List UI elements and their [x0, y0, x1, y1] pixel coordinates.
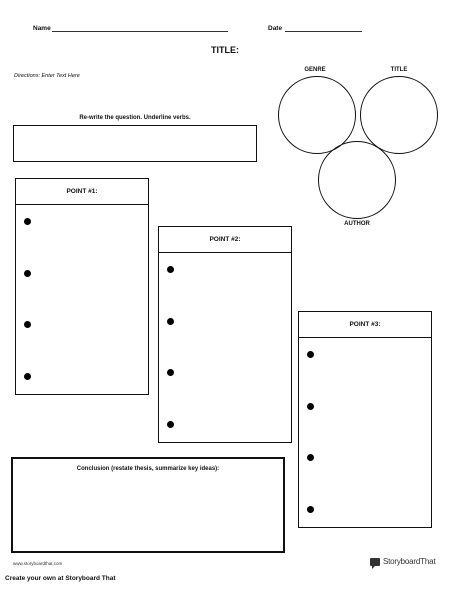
point-3-box[interactable] [298, 311, 432, 528]
question-box[interactable] [13, 125, 257, 162]
bullet [307, 403, 314, 410]
bullet [167, 318, 174, 325]
point-2-header: POINT #2: [159, 227, 291, 253]
point-2-box[interactable] [158, 226, 292, 443]
question-instruction: Re-write the question. Underline verbs. [79, 115, 191, 121]
create-your-own-link[interactable]: Create your own at Storyboard That [5, 575, 116, 582]
venn-genre-label: GENRE [304, 67, 326, 73]
storyboard-logo-icon [370, 558, 380, 566]
logo-text: StoryboardThat [383, 557, 436, 566]
conclusion-label: Conclusion (restate thesis, summarize key ideas): [76, 466, 220, 472]
bullet [24, 270, 31, 277]
bullet [167, 369, 174, 376]
venn-author-circle[interactable] [318, 141, 396, 219]
venn-author-label: AUTHOR [344, 221, 370, 227]
point-1-header: POINT #1: [16, 179, 148, 205]
bullet [307, 351, 314, 358]
conclusion-box[interactable] [11, 457, 285, 553]
footer-banner [0, 571, 450, 589]
venn-title-circle[interactable] [360, 76, 438, 154]
name-label: Name [33, 25, 51, 32]
storyboardthat-logo [370, 557, 435, 566]
name-line[interactable] [52, 31, 228, 32]
bullet [167, 266, 174, 273]
date-line[interactable] [285, 31, 362, 32]
bullet [307, 454, 314, 461]
directions-text[interactable]: Directions: Enter Text Here [14, 73, 80, 79]
bullet [307, 506, 314, 513]
footer-url: www.storyboardthat.com [13, 561, 63, 566]
date-label: Date [268, 25, 283, 32]
point-3-header: POINT #3: [299, 312, 431, 338]
venn-title-label: TITLE [390, 67, 408, 73]
point-1-box[interactable] [15, 178, 149, 395]
bullet [167, 421, 174, 428]
page-title: TITLE: [211, 45, 239, 55]
bullet [24, 321, 31, 328]
bullet [24, 373, 31, 380]
bullet [24, 218, 31, 225]
